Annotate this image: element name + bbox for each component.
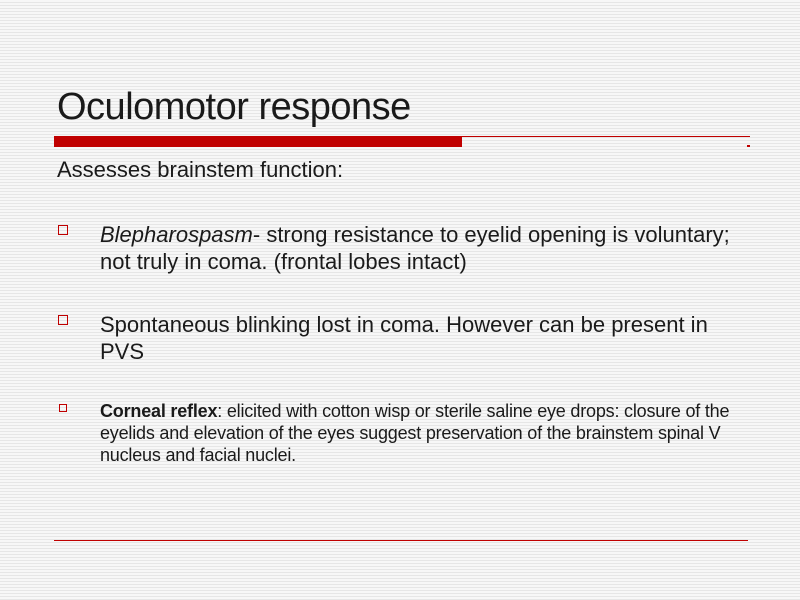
bullet-text [100, 400, 748, 466]
bullet-spontaneous-blinking [58, 311, 748, 365]
slide-title: Oculomotor response [57, 86, 411, 128]
bullet-body: : elicited with cotton wisp or sterile saline eye drops: closure of the eyelids and elevation of the eyes suggest preservation of the brainstem spinal V nucleus and facial nuclei. [100, 401, 730, 465]
square-bullet-icon [58, 315, 68, 325]
bullet-term: Corneal reflex [100, 401, 218, 421]
title-underline-thin [462, 136, 750, 137]
intro-text: Assesses brainstem function: [57, 157, 344, 182]
bullet-blepharospasm [58, 221, 748, 275]
bullet-body: Spontaneous blinking lost in coma. However can be present in PVS [100, 312, 708, 364]
title-underline-tick [747, 145, 750, 147]
square-bullet-icon [58, 225, 68, 235]
title-underline-thick [54, 136, 462, 147]
bullet-body: - strong resistance to eyelid opening is voluntary; not truly in coma. (frontal lobes intact) [100, 222, 730, 274]
title-underline [54, 136, 750, 147]
bullet-text [100, 221, 748, 275]
bullet-text [100, 311, 748, 365]
square-bullet-icon [59, 404, 67, 412]
bullet-term: Blepharospasm [100, 222, 253, 247]
footer-divider [54, 540, 748, 541]
bullet-corneal-reflex [58, 400, 748, 466]
